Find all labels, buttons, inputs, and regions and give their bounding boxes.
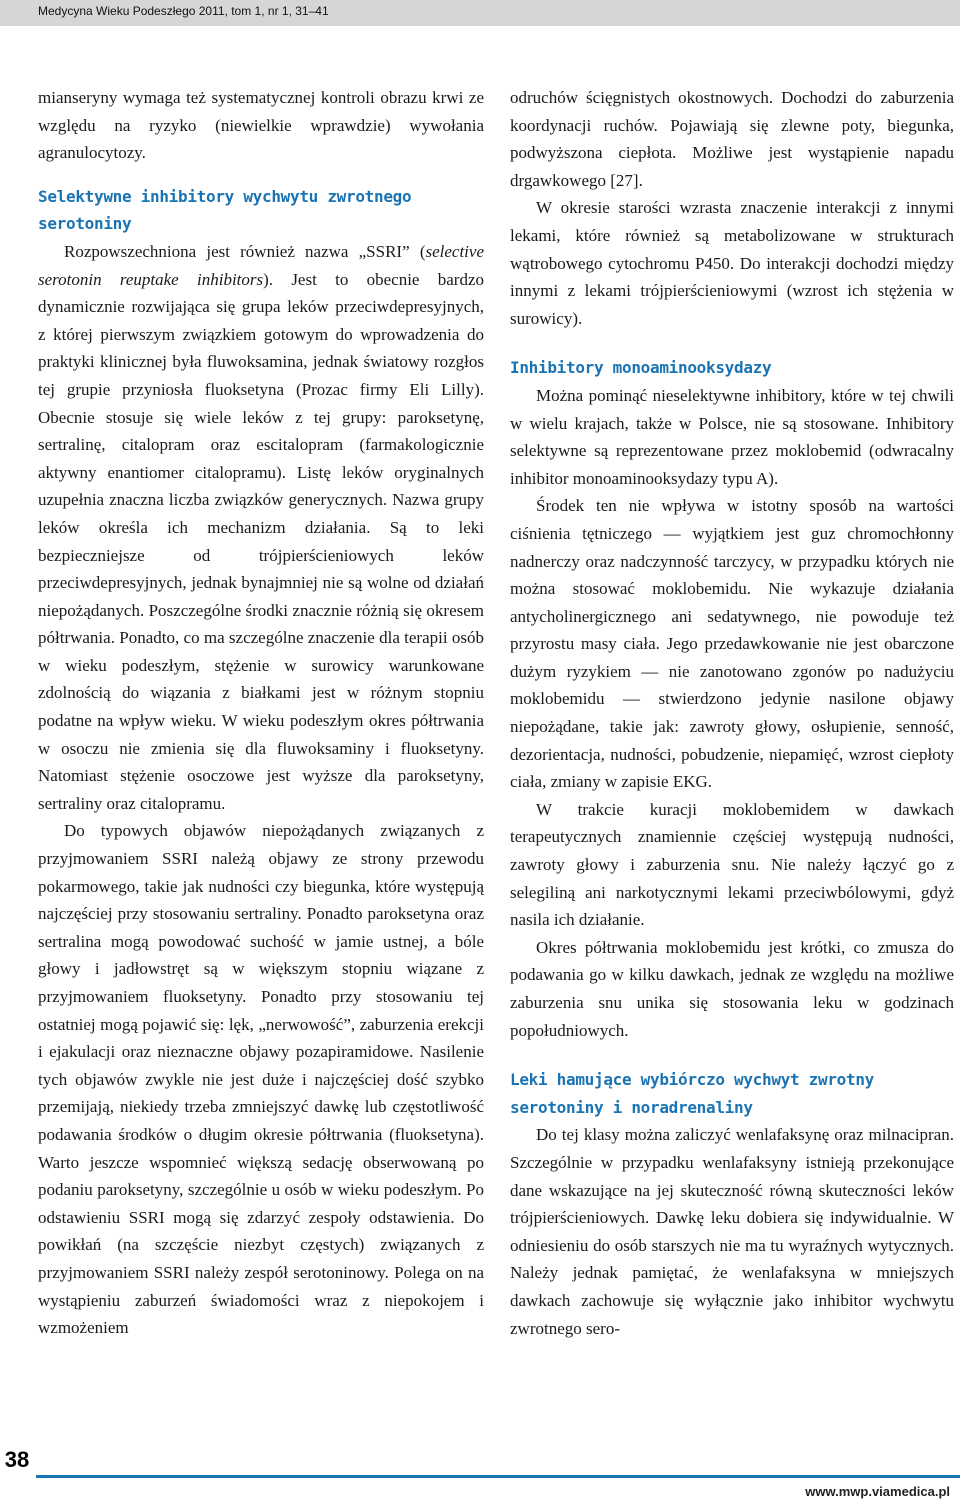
paragraph: W okresie starości wzrasta znaczenie interakcji z innymi lekami, które również są metabolizowane w strukturach wątrobowego cytochromu P450. Do interakcji dochodzi między innymi z lekami trójpierścieniowymi (wzrost ich stężenia w surowicy). — [510, 198, 954, 328]
section-heading-snri: Leki hamujące wybiórczo wychwyt zwrotny serotoniny i noradrenaliny — [510, 1070, 874, 1117]
text-run: Rozpowszechniona jest również nazwa „SSRI” ( — [64, 241, 426, 261]
italic-term: selective serotonin reuptake inhibitors — [38, 241, 484, 289]
running-header-bar — [0, 0, 960, 26]
journal-website: www.mwp.viamedica.pl — [805, 1484, 950, 1499]
paragraph: odruchów ścięgnistych okostnowych. Dochodzi do zaburzenia koordynacji ruchów. Pojawiają się zlewne poty, biegunka, podwyższona ciepłota. Możliwe jest wystąpienie napadu drgawkowego [27]. — [510, 88, 954, 190]
footer-divider — [36, 1475, 960, 1478]
section-heading-ssri: Selektywne inhibitory wychwytu zwrotnego serotoniny — [38, 186, 412, 234]
section-heading-maoi: Inhibitory monoaminooksydazy — [510, 358, 772, 378]
paragraph: Do tej klasy można zaliczyć wenlafaksynę oraz milnacipran. Szczególnie w przypadku wenlafaksyny istnieją przekonujące dane wskazujące na jej skuteczność równą skuteczności leków trójpierścieniowych. Dawkę leku dobiera się indywidualnie. W odniesieniu do osób starszych nie ma tu wyraźnych wytycznych. Należy jednak pamiętać, że wenlafaksyna w mniejszych dawkach zachowuje się wyłącznie jako inhibitor wychwytu zwrotnego sero- — [510, 1125, 954, 1338]
paragraph: mianseryny wymaga też systematycznej kontroli obrazu krwi ze względu na ryzyko (niewielkie wprawdzie) wywołania agranulocytozy. — [38, 88, 484, 163]
paragraph: W trakcie kuracji moklobemidem w dawkach terapeutycznych znamiennie częściej występują nudności, zawroty głowy i zaburzenia snu. Nie należy łączyć go z selegiliną ani narkotycznymi lekami przeciwbólowymi, gdyż nasila ich działanie. — [510, 799, 954, 930]
left-column — [38, 84, 484, 1342]
paragraph: Środek ten nie wpływa w istotny sposób na wartości ciśnienia tętniczego — wyjątkiem jest guz chromochłonny nadnerczy oraz nadczynność tarczycy, w przypadku których nie można stosować moklobemidu. Nie wykazuje działania antycholinergicznego ani sedatywnego, nie powoduje też przyrostu masy ciała. Jego przedawkowanie nie jest obarczone dużym ryzykiem — nie zanotowano zgonów po nadużyciu moklobemidu — stwierdzono jedynie nasilone objawy niepożądane, takie jak: zawroty głowy, osłupienie, senność, dezorientacja, nudności, pobudzenie, niepamięć, wzrost ciepłoty ciała, zmiany w zapisie EKG. — [510, 496, 954, 792]
page-number: 38 — [4, 1447, 30, 1472]
right-column — [510, 84, 954, 1342]
paragraph: Okres półtrwania moklobemidu jest krótki, co zmusza do podawania go w kilku dawkach, jednak ze względu na możliwe zaburzenia snu unika się stosowania leku w godzinach popołudniowych. — [510, 937, 954, 1040]
journal-citation: Medycyna Wieku Podeszłego 2011, tom 1, nr 1, 31–41 — [38, 4, 329, 18]
paragraph: Można pominąć nieselektywne inhibitory, które w tej chwili w wielu krajach, także w Polsce, nie są stosowane. Inhibitory selektywne są reprezentowane przez moklobemid (odwracalny inhibitor monoaminooksydazy typu A). — [510, 385, 954, 488]
paragraph: Do typowych objawów niepożądanych związanych z przyjmowaniem SSRI należą objawy ze strony przewodu pokarmowego, takie jak nudności czy biegunka, które występują najczęściej przy stosowaniu sertraliny. Ponadto paroksetyna oraz sertralina mogą powodować suchość w jamie ustnej, a bóle głowy i jadłowstręt są w większym stopniu wiązane z przyjmowaniem fluoksetyny. Ponadto przy stosowaniu tej ostatniej mogą pojawić się: lęk, „nerwowość”, zaburzenia erekcji i ejakulacji oraz nieznaczne objawy pozapiramidowe. Nasilenie tych objawów zwykle nie jest duże i najczęściej dość szybko przemijają, niekiedy trzeba zmniejszyć dawkę lub częstotliwość podawania środków o długim okresie półtrwania (fluoksetyna). Warto jeszcze wspomnieć większą sedację obserwowaną po podaniu paroksetyny, szczególnie u osób w wieku podeszłym. Po odstawieniu SSRI mogą się zdarzyć zespoły odstawienia. Do powikłań (na szczęście niezbyt częstych) związanych z przyjmowaniem SSRI należy zespół serotoninowy. Polega on na wystąpieniu zaburzeń świadomości wraz z niepokojem i wzmożeniem — [38, 821, 484, 1338]
text-run: ). Jest to obecnie bardzo dynamicznie rozwijająca się grupa leków przeciwdepresyjnych, z której pierwszym związkiem gotowym do wprowadzenia do praktyki klinicznej była fluwoksamina, jednak światowy rozgłos tej grupie przyniosła fluoksetyna (Prozac firmy Eli Lilly). Obecnie stosuje się wiele leków z tej grupy: paroksetynę, sertralinę, citalopram oraz escitalopram (farmakologicznie aktywny enantiomer citalopramu). Listę leków oryginalnych uzupełnia znaczna liczba związków generycznych. Nazwa grupy leków określa ich mechanizm działania. Są to leki bezpieczniejsze od trójpierścieniowych leków przeciwdepresyjnych, jednak bynajmniej nie są wolne od działań niepożądanych. Poszczególne środki znacznie różnią się okresem półtrwania. Ponadto, co ma szczególne znaczenie dla terapii osób w wieku podeszłym, stężenie w surowicy warunkowane zdolnością do wiązania z białkami jest w różnym stopniu podatne na wpływ wieku. W wieku podeszłym okres półtrwania w osoczu nie zmienia się dla fluwoksaminy i fluoksetyny. Natomiast stężenie osoczowe jest wyższe dla paroksetyny, sertraliny oraz citalopramu. — [38, 269, 484, 813]
paragraph — [38, 238, 484, 817]
